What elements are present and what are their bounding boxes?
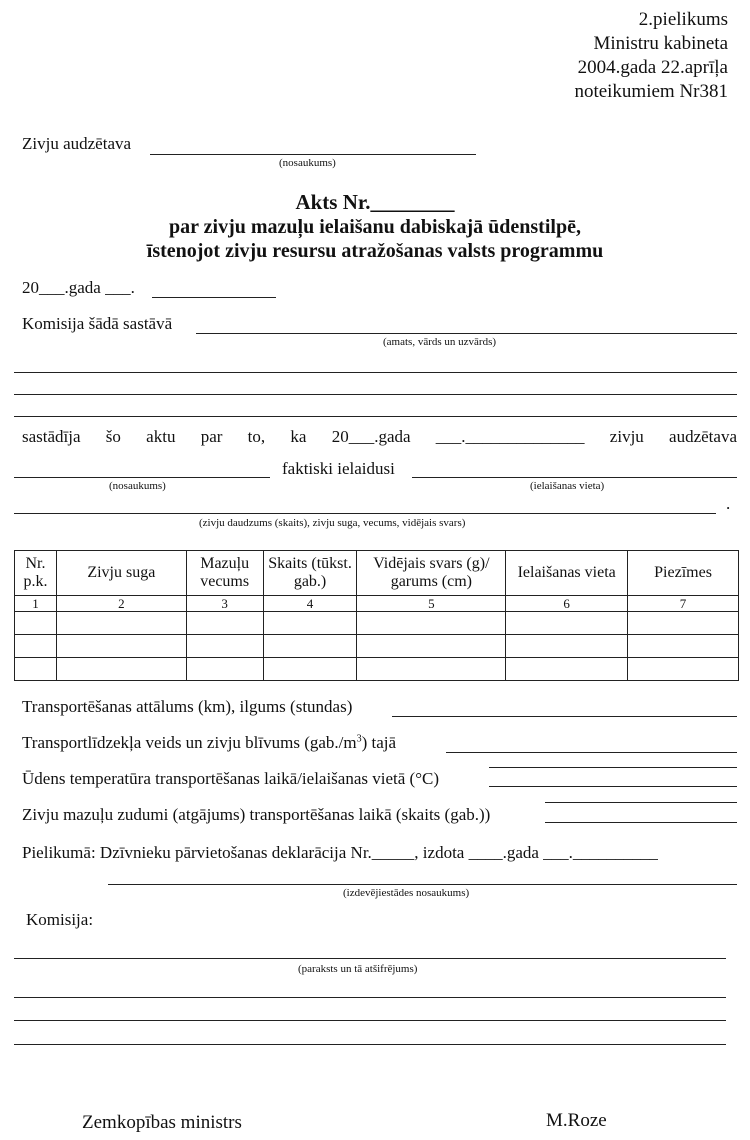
attachment-label: Pielikumā: Dzīvnieku pārvietošanas deklarācija Nr._____, izdota ____.gada ___.__________	[22, 843, 658, 862]
transport-distance-label: Transportēšanas attālums (km), ilgums (stundas)	[22, 697, 353, 716]
appendix-regulation: noteikumiem Nr381	[574, 81, 728, 102]
minister-title: Zemkopības ministrs	[82, 1112, 242, 1133]
vehicle-type-text: Transportlīdzekļa veids un zivju blīvums (gab./m	[22, 733, 357, 752]
act-subtitle-2: īstenojot zivju resursu atražošanas valsts programmu	[146, 240, 604, 262]
col-number: 2	[56, 596, 186, 612]
table-number-row	[15, 596, 739, 612]
table-cell[interactable]	[56, 612, 186, 635]
water-temp-line-1[interactable]	[489, 767, 737, 768]
table-cell[interactable]	[628, 635, 739, 658]
fish-details-line[interactable]	[14, 513, 716, 514]
fish-details-caption: (zivju daudzums (skaits), zivju suga, vecums, vidējais svars)	[199, 517, 466, 529]
commission-line-3[interactable]	[14, 394, 737, 395]
statement-word: to,	[247, 427, 266, 446]
table-cell[interactable]	[506, 658, 628, 681]
col-header-count: Skaits (tūkst. gab.)	[263, 551, 357, 596]
signature-caption: (paraksts un tā atšifrējums)	[298, 963, 418, 975]
act-date: 20___.gada ___.	[22, 278, 135, 297]
farm-name-line[interactable]	[150, 154, 476, 155]
col-number: 4	[263, 596, 357, 612]
statement-word: ka	[290, 427, 307, 446]
table-cell[interactable]	[506, 635, 628, 658]
table-cell[interactable]	[56, 658, 186, 681]
act-subtitle-1: par zivju mazuļu ielaišanu dabiskajā ūdenstilpē,	[169, 216, 581, 238]
released-label: faktiski ielaidusi	[282, 459, 395, 478]
water-temp-line-2[interactable]	[489, 786, 737, 787]
table-cell[interactable]	[186, 658, 263, 681]
commission-caption: (amats, vārds un uzvārds)	[383, 336, 497, 348]
table-cell[interactable]	[357, 635, 506, 658]
water-temp-label: Ūdens temperatūra transportēšanas laikā/ielaišanas vietā (°C)	[22, 769, 439, 788]
release-place-caption: (ielaišanas vieta)	[530, 480, 605, 492]
table-cell[interactable]	[628, 612, 739, 635]
losses-label: Zivju mazuļu zudumi (atgājums) transportēšanas laikā (skaits (gab.))	[22, 805, 491, 824]
table-row	[15, 658, 739, 681]
table-cell[interactable]	[186, 635, 263, 658]
signature-line-3[interactable]	[14, 1020, 726, 1021]
col-number: 5	[357, 596, 506, 612]
commission-line-2[interactable]	[14, 372, 737, 373]
signature-line-1[interactable]	[14, 958, 726, 959]
statement-word: sastādīja	[22, 427, 81, 446]
col-header-place: Ielaišanas vieta	[506, 551, 628, 596]
table-cell[interactable]	[263, 658, 357, 681]
table-cell[interactable]	[186, 612, 263, 635]
commission-label: Komisija šādā sastāvā	[22, 314, 173, 333]
release-place-line[interactable]	[412, 477, 737, 478]
vehicle-type-label	[22, 733, 396, 753]
losses-line-1[interactable]	[545, 802, 737, 803]
table-cell[interactable]	[56, 635, 186, 658]
farm-caption: (nosaukums)	[279, 157, 336, 169]
table-cell[interactable]	[15, 612, 57, 635]
statement-word: ___.______________	[435, 427, 585, 446]
table-cell[interactable]	[263, 612, 357, 635]
table-cell[interactable]	[628, 658, 739, 681]
col-header-nr: Nr. p.k.	[15, 551, 57, 596]
table-row	[15, 612, 739, 635]
act-date-line[interactable]	[152, 297, 276, 298]
statement-word: audzētava	[669, 427, 737, 446]
statement-word: 20___.gada	[331, 427, 411, 446]
vehicle-type-end: ) tajā	[361, 733, 397, 752]
signature-line-2[interactable]	[14, 997, 726, 998]
act-number-title: Akts Nr.________	[295, 190, 455, 214]
appendix-header	[574, 8, 728, 104]
commission-line-4[interactable]	[14, 416, 737, 417]
transport-distance-line[interactable]	[392, 716, 737, 717]
losses-line-2[interactable]	[545, 822, 737, 823]
col-number: 6	[506, 596, 628, 612]
table-cell[interactable]	[357, 612, 506, 635]
statement-line	[22, 427, 737, 447]
minister-name: M.Roze	[546, 1110, 607, 1131]
table-cell[interactable]	[506, 612, 628, 635]
table-cell[interactable]	[263, 635, 357, 658]
statement-period: .	[726, 494, 731, 513]
commission-line-1[interactable]	[196, 333, 737, 334]
col-number: 3	[186, 596, 263, 612]
col-number: 7	[628, 596, 739, 612]
appendix-number: 2.pielikums	[638, 9, 728, 30]
issuer-line[interactable]	[108, 884, 737, 885]
statement-name-caption: (nosaukums)	[109, 480, 166, 492]
appendix-date: 2004.gada 22.aprīļa	[577, 57, 728, 78]
statement-word: par	[200, 427, 223, 446]
statement-word: šo	[105, 427, 121, 446]
table-cell[interactable]	[15, 635, 57, 658]
appendix-authority: Ministru kabineta	[593, 33, 728, 54]
signatures-label: Komisija:	[26, 910, 94, 929]
col-header-age: Mazuļu vecums	[186, 551, 263, 596]
col-number: 1	[15, 596, 57, 612]
farm-label: Zivju audzētava	[22, 134, 132, 153]
statement-word: aktu	[146, 427, 176, 446]
issuer-caption: (izdevējiestādes nosaukums)	[343, 887, 470, 899]
vehicle-type-sup: 3	[356, 733, 362, 745]
table-header-row	[15, 551, 739, 596]
statement-farm-line[interactable]	[14, 477, 270, 478]
col-header-species: Zivju suga	[56, 551, 186, 596]
table-row	[15, 635, 739, 658]
table-cell[interactable]	[15, 658, 57, 681]
fish-release-table	[14, 550, 739, 681]
col-header-notes: Piezīmes	[628, 551, 739, 596]
vehicle-type-line[interactable]	[446, 752, 737, 753]
statement-word: zivju	[609, 427, 644, 446]
table-cell[interactable]	[357, 658, 506, 681]
signature-line-4[interactable]	[14, 1044, 726, 1045]
col-header-weight: Vidējais svars (g)/ garums (cm)	[357, 551, 506, 596]
